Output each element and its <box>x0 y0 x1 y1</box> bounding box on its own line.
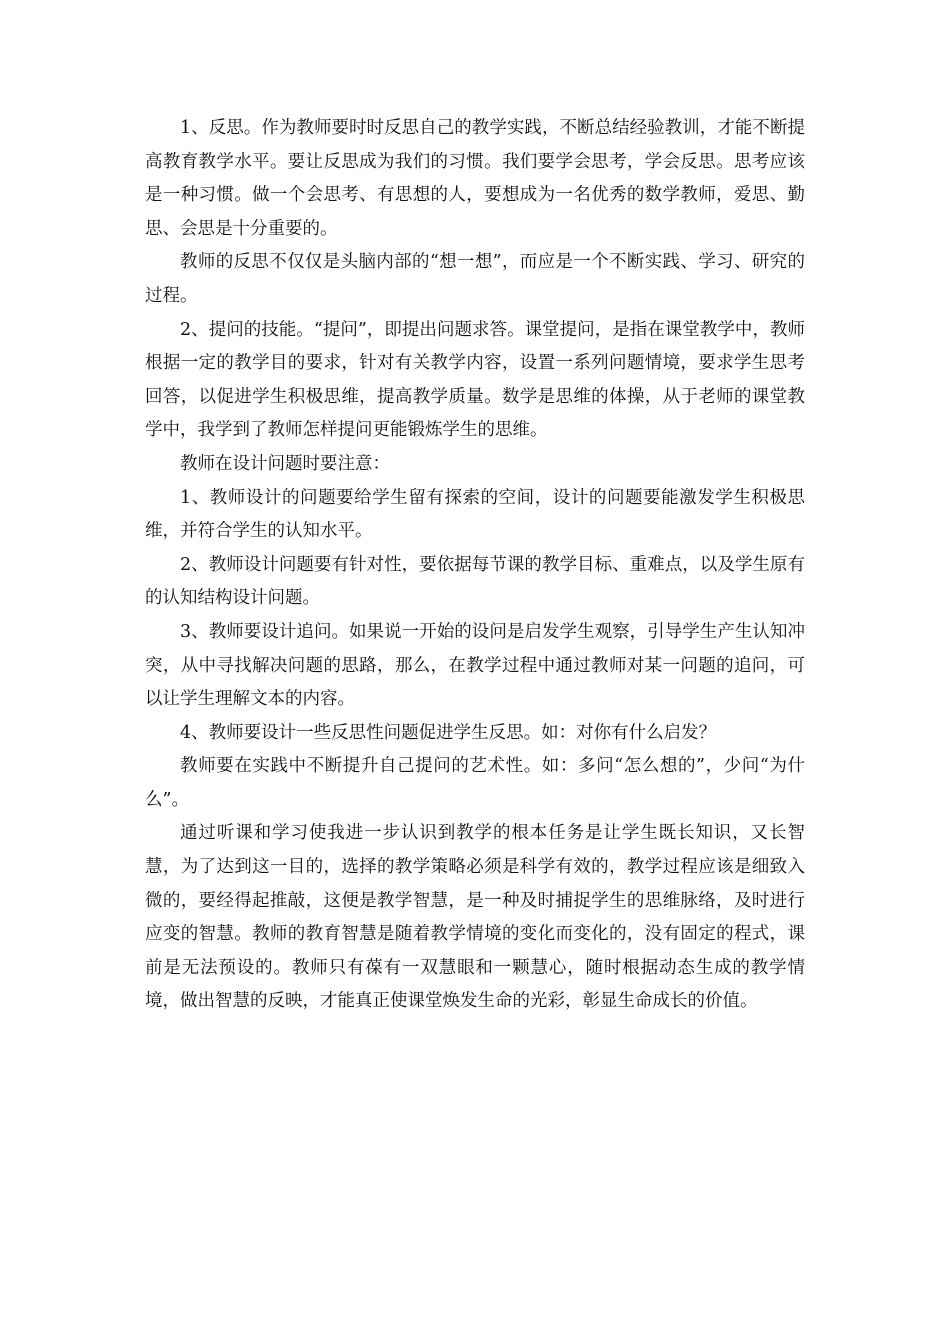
paragraph-design-point-3: 3、教师要设计追问。如果说一开始的设问是启发学生观察，引导学生产生认知冲突，从中寻找解决问题的思路，那么，在教学过程中通过教师对某一问题的追问，可以让学生理解文本的内容。 <box>145 621 805 710</box>
paragraph-teaching-wisdom: 通过听课和学习使我进一步认识到教学的根本任务是让学生既长知识，又长智慧，为了达到这一目的，选择的教学策略必须是科学有效的，教学过程应该是细致入微的，要经得起推敲，这便是教学智慧，是一种及时捕捉学生的思维脉络，及时进行应变的智慧。教师的教育智慧是随着教学情境的变化而变化的，没有固定的程式，课前是无法预设的。教师只有葆有一双慧眼和一颗慧心，随时根据动态生成的教学情境，做出智慧的反映，才能真正使课堂焕发生命的光彩，彰显生命成长的价值。 <box>145 823 805 1012</box>
paragraph-questioning-skill: 2、提问的技能。“提问”，即提出问题求答。课堂提问，是指在课堂教学中，教师根据一定的教学目的要求，针对有关教学内容，设置一系列问题情境，要求学生思考回答，以促进学生积极思维，提高教学质量。数学是思维的体操，从于老师的课堂教学中，我学到了教师怎样提问更能锻炼学生的思维。 <box>145 319 805 441</box>
paragraph-design-point-4: 4、教师要设计一些反思性问题促进学生反思。如：对你有什么启发？ <box>180 722 717 743</box>
paragraph-reflection-process: 教师的反思不仅仅是头脑内部的“想一想”，而应是一个不断实践、学习、研究的过程。 <box>145 252 805 306</box>
paragraph-design-point-1: 1、教师设计的问题要给学生留有探索的空间，设计的问题要能激发学生积极思维，并符合学生的认知水平。 <box>145 487 805 542</box>
document-body <box>145 112 805 1019</box>
paragraph-design-point-2: 2、教师设计问题要有针对性，要依据每节课的教学目标、重难点，以及学生原有的认知结构设计问题。 <box>145 554 805 609</box>
paragraph-reflection: 1、反思。作为教师要时时反思自己的教学实践，不断总结经验教训，才能不断提高教育教学水平。要让反思成为我们的习惯。我们要学会思考，学会反思。思考应该是一种习惯。做一个会思考、有思想的人，要想成为一名优秀的数学教师，爱思、勤思、会思是十分重要的。 <box>145 118 805 239</box>
paragraph-design-notes-heading: 教师在设计问题时要注意： <box>180 453 390 474</box>
paragraph-questioning-art: 教师要在实践中不断提升自己提问的艺术性。如：多问“怎么想的”，少问“为什么”。 <box>145 756 805 810</box>
